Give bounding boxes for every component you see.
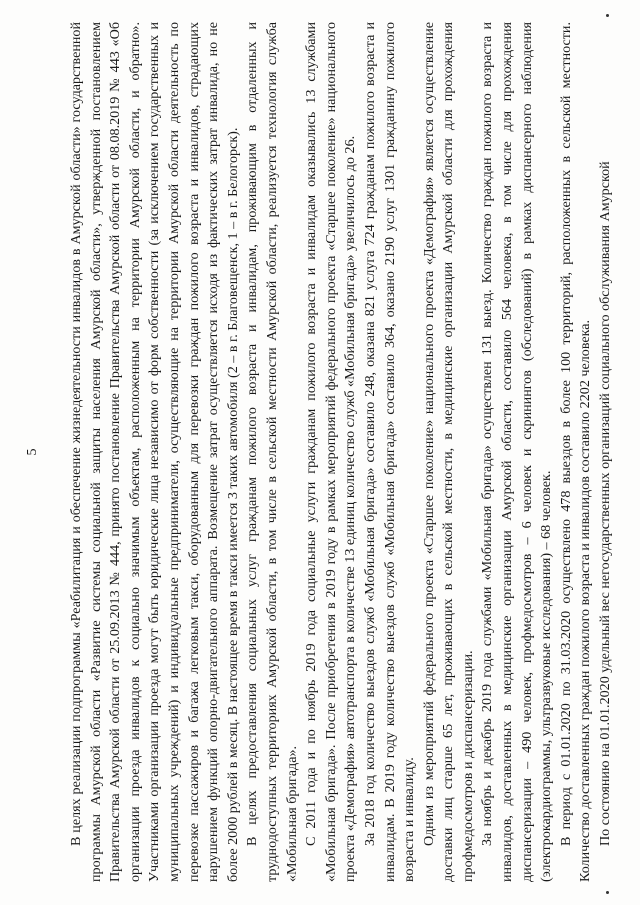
scan-speck — [606, 891, 609, 894]
paragraph-transport-program: В целях реализации подпрограммы «Реабилитация и обеспечение жизнедеятельности инвалидов в Амурской области» государственной программы Амурской области «Развитие системы социальной защиты населения Амурской области», утвержденной постановлением Правительства Амурской области от 25.09.2013 № 444, принято постановление Правительства Амурской области от 08.08.2019 № 443 «Об организации проезда инвалидов к социально значимым объектам, расположенным на территории Амурской области, и обратно». Участниками организации проезда могут быть юридические лица независимо от форм собственности (за исключением государственных и муниципальных учреждений) и индивидуальные предприниматели, осуществляющие на территории Амурской области деятельность по перевозке пассажиров и багажа легковым такси, оборудованным для перевозки граждан пожилого возраста и инвалидов, страдающих нарушением функций опорно-двигательного аппарата. Возмещение затрат осуществляется исходя из фактических затрат инвалида, но не более 2000 рублей в месяц. В настоящее время в такси имеется 3 таких автомобиля (2 – в г. Благовещенск, 1 – в г. Белогорск). — [68, 22, 241, 882]
paragraph-q1-2020: В период с 01.01.2020 по 31.03.2020 осуществлено 478 выездов в более 100 территорий, расположенных в сельской местности. Количество доставленных граждан пожилого возраста и инвалидов составило 2202 человека. — [557, 22, 594, 882]
paragraph-trip-statistics: За 2018 год количество выездов служб «Мобильная бригада» составило 248, оказана 821 услуга 724 гражданам пожилого возраста и инвалидам. В 2019 году количество выездов служб «Мобильная бригада» составило 364, оказано 2190 услуг 1301 гражданину пожилого возраста и инвалиду. — [361, 22, 418, 882]
paragraph-older-generation-project: Одним из мероприятий федерального проекта «Старшее поколение» национального проекта «Демография» является осуществление доставки лиц старше 65 лет, проживающих в сельской местности, в медицинские организации Амурской области для прохождения профмедосмотров и диспансеризации. — [420, 22, 476, 882]
rotated-document-body — [25, 22, 615, 882]
paragraph-mobile-brigade-intro: В целях предоставления социальных услуг гражданам пожилого возраста и инвалидам, проживающим в отдаленных и труднодоступных территориях Амурской области, в том числе в сельской местности Амурской области, реализуется технология служба «Мобильная бригада». — [244, 22, 300, 882]
paragraph-nongovernmental-share: По состоянию на 01.01.2020 удельный вес негосударственных организаций социального обслуживания Амурской — [597, 161, 614, 846]
scan-speck — [606, 14, 609, 17]
page-number: 5 — [25, 448, 40, 456]
paragraph-mobile-brigade-expansion: С 2011 года и по ноябрь 2019 года социальные услуги гражданам пожилого возраста и инвалидам оказывались 13 службами «Мобильная бригада». После приобретения в 2019 году в рамках мероприятий федерального проекта «Старшее поколение» национального проекта «Демография» автотранспорта в количестве 13 единиц количество служб «Мобильная бригада» увеличилось до 26. — [303, 22, 359, 882]
paragraph-nov-dec-2019: За ноябрь и декабрь 2019 года службами «Мобильная бригада» осуществлен 131 выезд. Количество граждан пожилого возраста и инвалидов, доставленных в медицинские организации Амурской области, составило 564 человека, в том числе для прохождения диспансеризации – 490 человек, профмедосмотров – 6 человек и скринингов (обследований) в рамках диспансерного наблюдения (электрокардиограммы, ультразвуковые исследования) – 68 человек. — [479, 22, 555, 882]
